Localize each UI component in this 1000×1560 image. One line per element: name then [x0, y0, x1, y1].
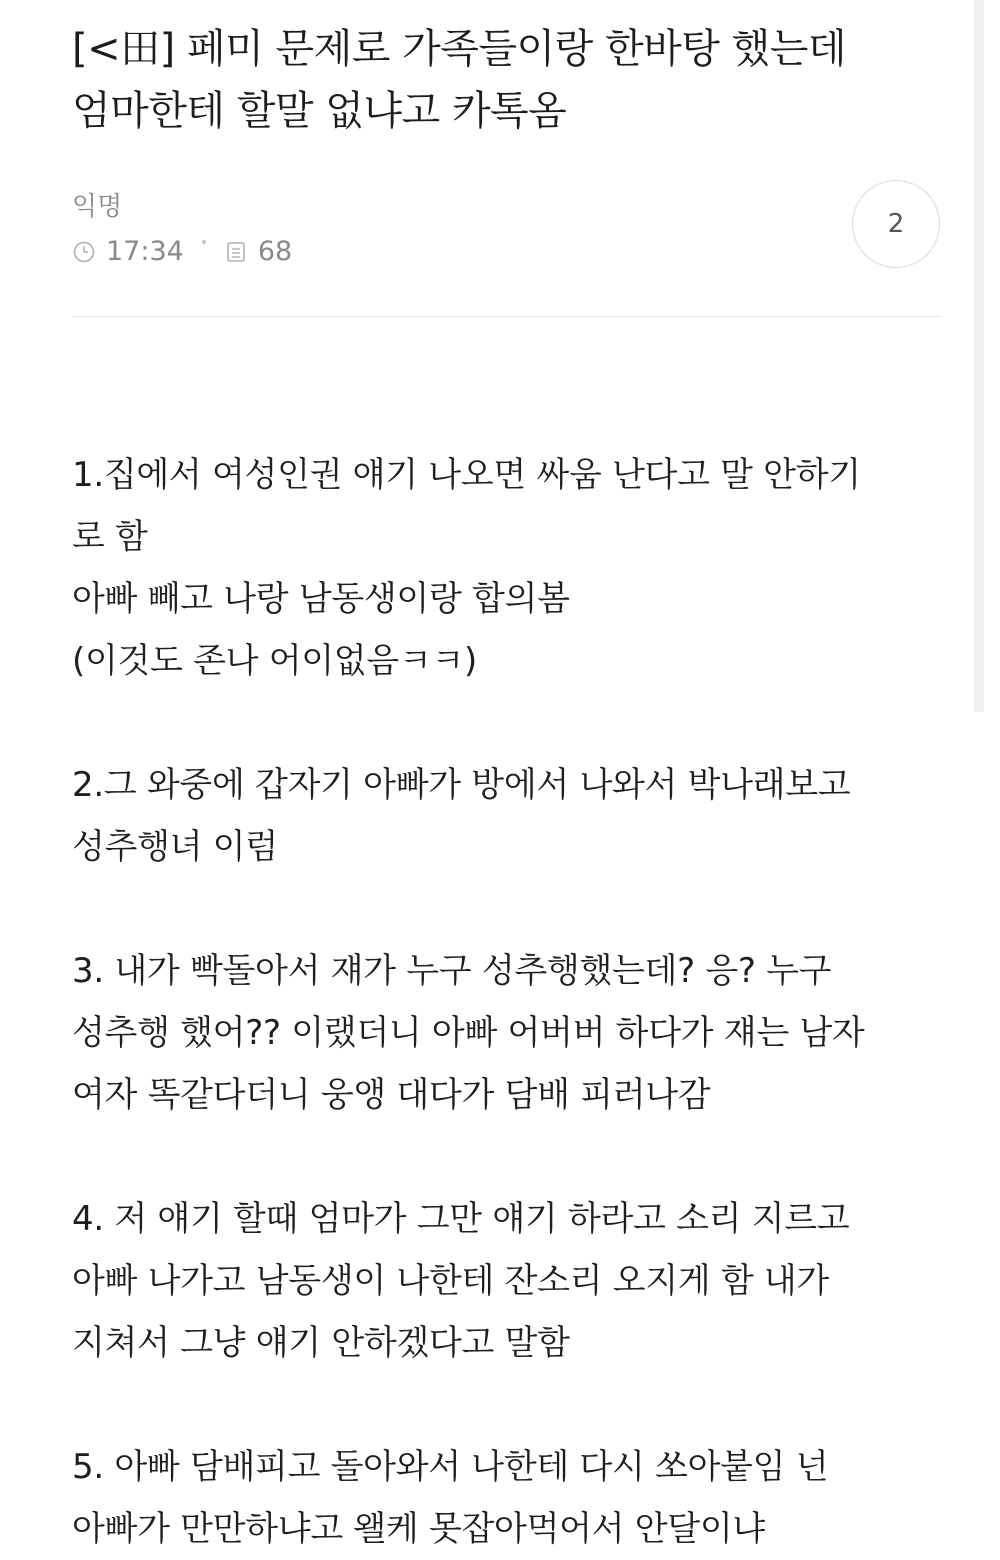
post-title	[72, 18, 942, 142]
paragraph-line: (이것도 존나 어이없음ㅋㅋ)	[72, 641, 477, 681]
paragraph-line: 아빠가 만만하냐고 왤케 못잡아먹어서 안달이냐	[72, 1509, 765, 1549]
post-header	[72, 18, 942, 142]
paragraph-line: 아빠 빼고 나랑 남동생이랑 합의봄	[72, 579, 570, 619]
paragraph-gap	[72, 1126, 952, 1188]
paragraph-4	[72, 1188, 952, 1374]
post-meta	[72, 236, 292, 267]
paragraph-line: 4. 저 얘기 할때 엄마가 그만 얘기 하라고 소리 지르고	[72, 1199, 850, 1239]
author-name[interactable]: 익명	[72, 192, 123, 222]
post-title-line: [<田] 페미 문제로 가족들이랑 한바탕 했는데	[72, 26, 847, 72]
document-icon	[224, 240, 248, 264]
paragraph-line: 성추행녀 이럼	[72, 827, 278, 867]
paragraph-2	[72, 754, 952, 878]
header-divider	[72, 316, 942, 317]
view-count: 68	[257, 236, 293, 267]
paragraph-line: 성추행 했어?? 이랬더니 아빠 어버버 하다가 쟤는 남자	[72, 1013, 865, 1053]
paragraph-gap	[72, 692, 952, 754]
paragraph-line: 여자 똑같다더니 웅앵 대다가 담배 피러나감	[72, 1075, 711, 1115]
clock-icon	[72, 240, 96, 264]
paragraph-line: 2.그 와중에 갑자기 아빠가 방에서 나와서 박나래보고	[72, 765, 851, 805]
paragraph-line: 아빠 나가고 남동생이 나한테 잔소리 오지게 함 내가	[72, 1261, 829, 1301]
paragraph-line: 1.집에서 여성인권 얘기 나오면 싸움 난다고 말 안하기	[72, 455, 861, 495]
post-body	[72, 444, 952, 1560]
post-time: 17:34	[106, 236, 184, 267]
paragraph-line: 3. 내가 빡돌아서 쟤가 누구 성추행했는데? 응? 누구	[72, 951, 832, 991]
paragraph-gap	[72, 878, 952, 940]
paragraph-gap	[72, 1374, 952, 1436]
paragraph-line: 로 함	[72, 517, 148, 557]
comment-count-button[interactable]: 2	[852, 180, 940, 268]
scrollbar[interactable]	[974, 0, 984, 712]
paragraph-line: 5. 아빠 담배피고 돌아와서 나한테 다시 쏘아붙임 넌	[72, 1447, 829, 1487]
post-title-line: 엄마한테 할말 없냐고 카톡옴	[72, 88, 567, 134]
paragraph-3	[72, 940, 952, 1126]
meta-separator	[202, 240, 206, 244]
paragraph-5	[72, 1436, 952, 1560]
paragraph-line: 지쳐서 그냥 얘기 안하겠다고 말함	[72, 1323, 570, 1363]
paragraph-1	[72, 444, 952, 692]
